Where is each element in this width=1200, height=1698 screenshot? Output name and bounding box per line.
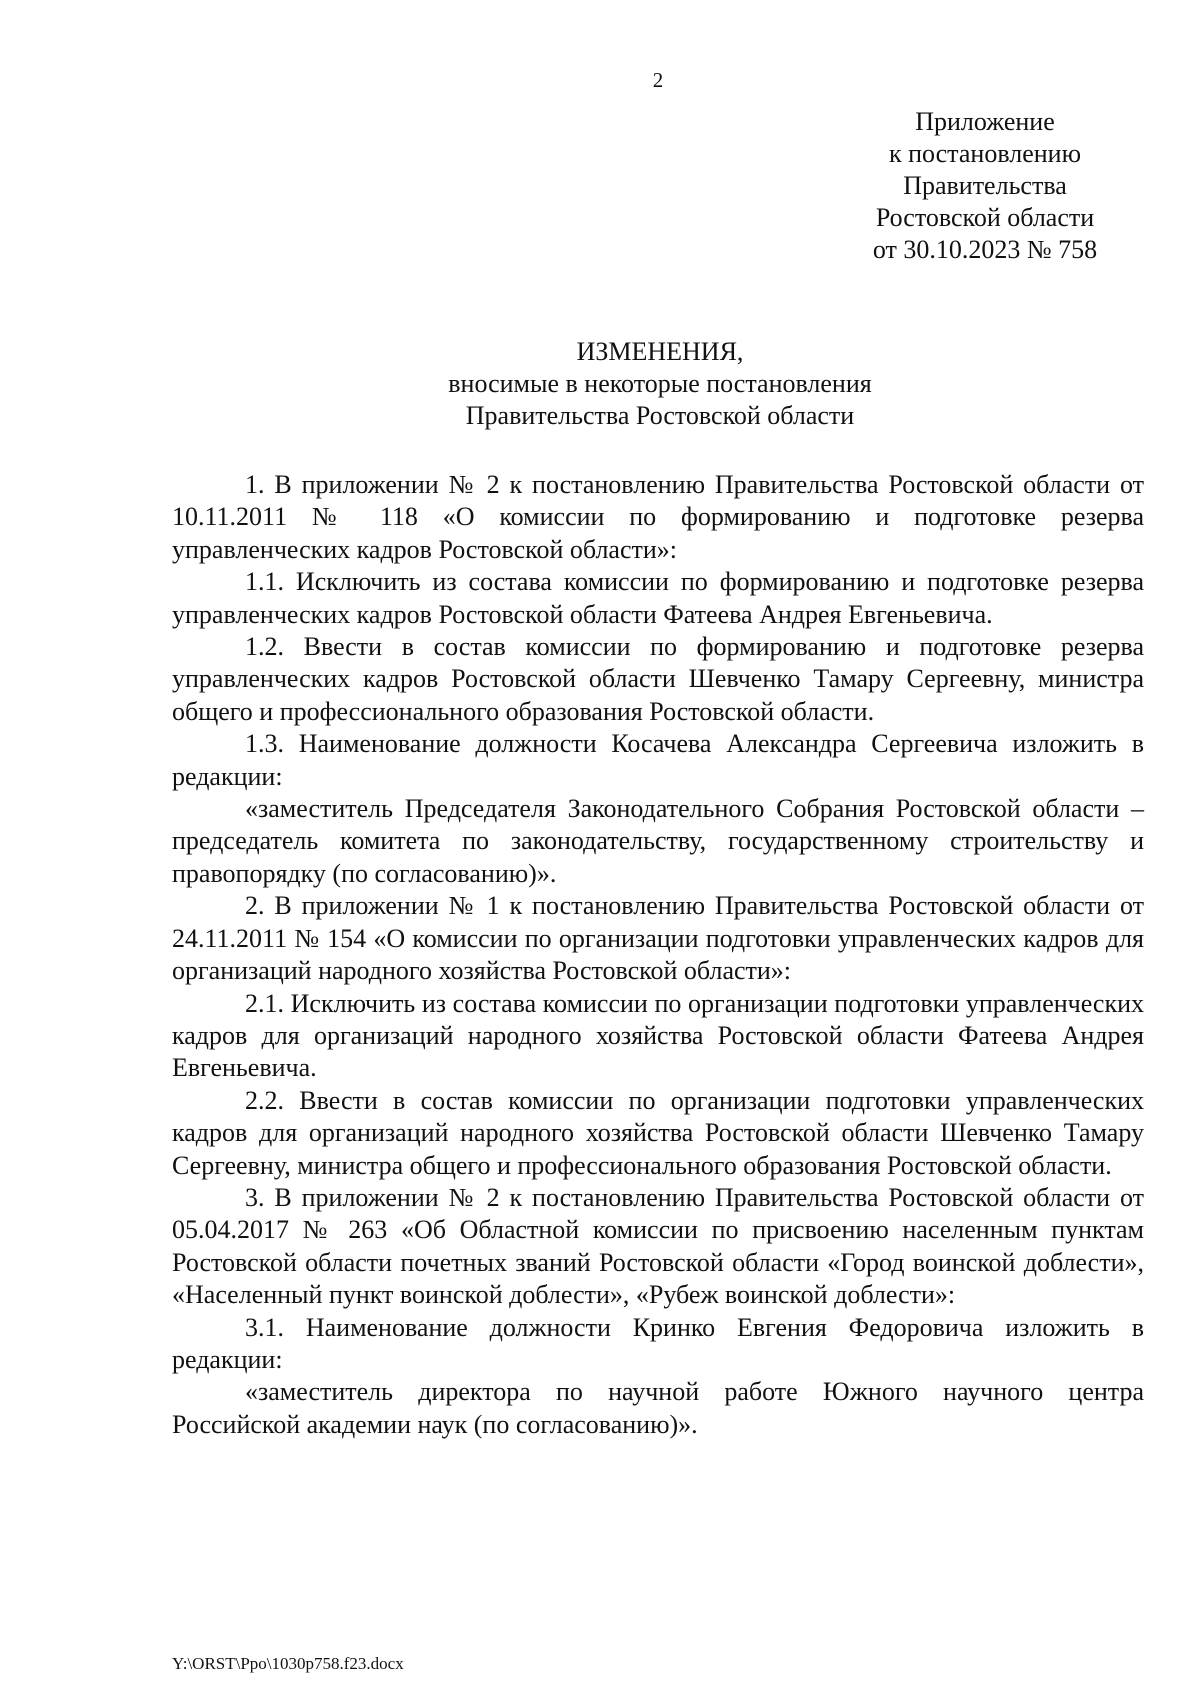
paragraph: «заместитель Председателя Законодательного Собрания Ростовской области – председатель комитета по законодательству, государственному строительству и правопорядку (по согласованию)». [172, 794, 1144, 888]
appendix-line: Правительства [903, 171, 1067, 200]
appendix-line: Приложение [915, 107, 1055, 136]
paragraph: 2.2. Ввести в состав комиссии по организации подготовки управленческих кадров для организаций народного хозяйства Ростовской области Шевченко Тамару Сергеевну, министра общего и профессионального образования Ростовской области. [172, 1085, 1144, 1180]
paragraph: 1.3. Наименование должности Косачева Александра Сергеевича изложить в редакции: [172, 729, 1144, 791]
appendix-reference [820, 106, 1150, 266]
page-number: 2 [652, 68, 664, 92]
paragraph: 3. В приложении № 2 к постановлению Правительства Ростовской области от 05.04.2017 № 263 «Об Областной комиссии по присвоению населенным пунктам Ростовской области почетных званий Ростовской области «Город воинской доблести», «Населенный пункт воинской доблести», «Рубеж воинской доблести»: [172, 1182, 1144, 1310]
document-title [170, 336, 1150, 432]
paragraph: 2.1. Исключить из состава комиссии по организации подготовки управленческих кадров для организаций народного хозяйства Ростовской области Фатеева Андрея Евгеньевича. [172, 988, 1144, 1083]
appendix-line: к постановлению [888, 139, 1082, 168]
paragraph: 3.1. Наименование должности Кринко Евгения Федоровича изложить в редакции: [172, 1312, 1144, 1374]
appendix-line: от 30.10.2023 № 758 [872, 235, 1098, 264]
paragraph: 1.1. Исключить из состава комиссии по формированию и подготовке резерва управленческих кадров Ростовской области Фатеева Андрея Евгеньевича. [172, 567, 1144, 629]
appendix-line: Ростовской области [875, 203, 1095, 232]
document-body [172, 469, 1144, 1441]
paragraph: 2. В приложении № 1 к постановлению Правительства Ростовской области от 24.11.2011 № 154 «О комиссии по организации подготовки управленческих кадров для организаций народного хозяйства Ростовской области»: [172, 891, 1144, 986]
title-heading: ИЗМЕНЕНИЯ, [576, 337, 744, 366]
paragraph: 1. В приложении № 2 к постановлению Правительства Ростовской области от 10.11.2011 № 118 «О комиссии по формированию и подготовке резерва управленческих кадров Ростовской области»: [172, 470, 1144, 564]
title-subtitle: вносимые в некоторые постановления [448, 369, 872, 398]
paragraph: «заместитель директора по научной работе Южного научного центра Российской академии наук (по согласованию)». [172, 1377, 1144, 1439]
paragraph: 1.2. Ввести в состав комиссии по формированию и подготовке резерва управленческих кадров Ростовской области Шевченко Тамару Сергеевну, министра общего и профессионального образования Ростовской области. [172, 632, 1144, 726]
file-path-footer: Y:\ORST\Ppo\1030p758.f23.docx [172, 1654, 404, 1673]
title-subtitle: Правительства Ростовской области [465, 401, 855, 430]
